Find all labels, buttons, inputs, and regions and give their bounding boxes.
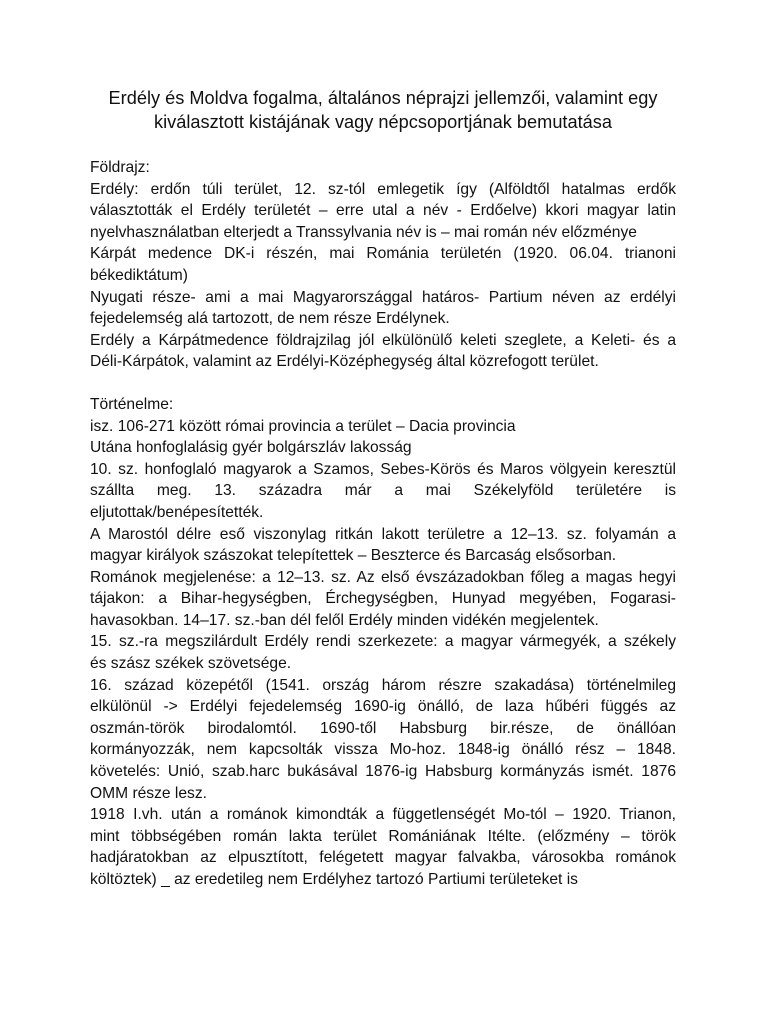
text-line: Déli-Kárpátok, valamint az Erdélyi-Középhegység által közrefogott terület. (90, 353, 599, 371)
text-line: elkülönül -> Erdélyi fejedelemség 1690-ig önálló, de laza hűbéri függés az (90, 698, 676, 716)
text-line: isz. 106-271 között római provincia a terület – Dacia provincia (90, 417, 516, 435)
text-line: kormányozzák, nem kapcsolták vissza Mo-hoz. 1848-ig önálló rész – 1848. (90, 741, 676, 759)
paragraph (90, 804, 676, 890)
text-line: Kárpát medence DK-i részén, mai Románia területén (1920. 06.04. trianoni (90, 245, 676, 263)
paragraph (90, 243, 676, 286)
section-heading: Történelme: (90, 395, 174, 413)
paragraph (90, 330, 676, 373)
text-line: hadjáratokban az elpusztított, felégetett magyar falvakba, városokba románok (90, 849, 676, 867)
text-line: magyar királyok szászokat telepítettek – Beszterce és Barcaság elsősorban. (90, 547, 617, 565)
text-line: 16. század közepétől (1541. ország három részre szakadása) történelmileg (90, 676, 676, 694)
document-page (90, 86, 676, 891)
text-line: Románok megjelenése: a 12–13. sz. Az első évszázadokban főleg a magas hegyi (90, 568, 676, 586)
text-line: mint többségében román lakta terület Romániának Itélte. (előzmény – török (90, 827, 676, 845)
text-line: OMM része lesz. (90, 784, 207, 802)
text-line: követelés: Unió, szab.harc bukásával 1876-ig Habsburg kormányzás ismét. 1876 (90, 763, 676, 781)
text-line: 10. sz. honfoglaló magyarok a Szamos, Sebes-Körös és Maros völgyein keresztül (90, 460, 676, 478)
text-line: és szász székek szövetsége. (90, 655, 292, 673)
text-line: fejedelemség alá tartozott, de nem része Erdélynek. (90, 310, 450, 328)
text-line: A Marostól délre eső viszonylag ritkán lakott területre a 12–13. sz. folyamán a (90, 525, 676, 543)
paragraph (90, 524, 676, 567)
text-line: 15. sz.-ra megszilárdult Erdély rendi szerkezete: a magyar vármegyék, a székely (90, 633, 676, 651)
text-line: békediktátum) (90, 266, 188, 284)
text-line: oszmán-török birodalomtól. 1690-től Habsburg bir.része, de önállóan (90, 719, 676, 737)
text-line: eljutottak/benépesítették. (90, 503, 264, 521)
text-line: havasokban. 14–17. sz.-ban dél felől Erdély minden vidékén megjelentek. (90, 611, 599, 629)
text-line: Utána honfoglalásig gyér bolgárszláv lakosság (90, 439, 412, 457)
section-foldrajz (90, 157, 676, 373)
paragraph (90, 631, 676, 674)
paragraph (90, 567, 676, 632)
text-line: szállta meg. 13. századra már a mai Székelyföld területére is (90, 482, 676, 500)
paragraph (90, 675, 676, 805)
paragraph (90, 287, 676, 330)
paragraph (90, 437, 676, 459)
paragraph (90, 416, 676, 438)
title-line: kiválasztott kistájának vagy népcsoportjának bemutatása (154, 112, 612, 132)
text-line: Erdély: erdőn túli terület, 12. sz-tól emlegetik így (Alföldtől hatalmas erdők (90, 180, 676, 198)
text-line: Erdély a Kárpátmedence földrajzilag jól elkülönülő keleti szeglete, a Keleti- és a (90, 331, 676, 349)
document-title (84, 86, 682, 134)
section-heading: Földrajz: (90, 159, 150, 176)
text-line: tájakon: a Bihar-hegységben, Érchegységben, Hunyad megyében, Fogarasi- (90, 590, 676, 608)
text-line: Nyugati része- ami a mai Magyarországgal határos- Partium néven az erdélyi (90, 288, 676, 306)
section-tortenelme (90, 394, 676, 891)
paragraph (90, 179, 676, 244)
title-line: Erdély és Moldva fogalma, általános néprajzi jellemzői, valamint egy (108, 88, 658, 108)
paragraph (90, 459, 676, 524)
text-line: nyelvhasználatban elterjedt a Transsylvania név is – mai román név előzménye (90, 223, 637, 241)
text-line: költöztek) _ az eredetileg nem Erdélyhez tartozó Partiumi területeket is (90, 871, 578, 888)
text-line: 1918 I.vh. után a románok kimondták a függetlenségét Mo-tól – 1920. Trianon, (90, 806, 676, 824)
text-line: választották el Erdély területét – erre utal a név - Erdőelve) kkori magyar latin (90, 202, 676, 220)
